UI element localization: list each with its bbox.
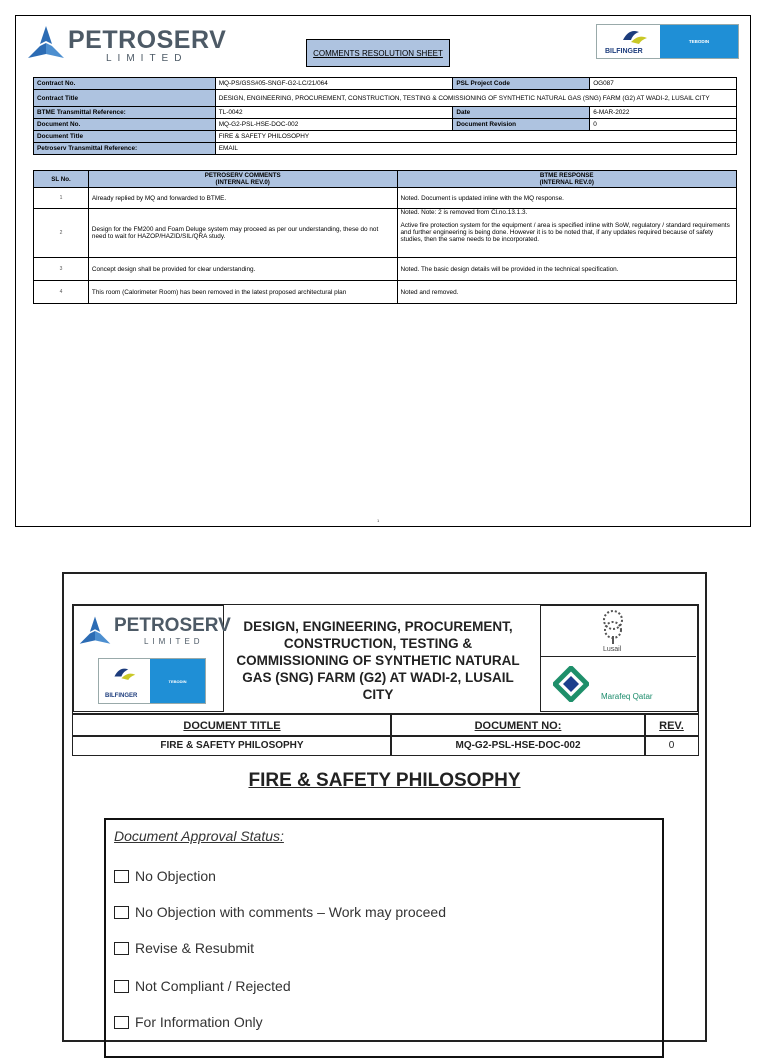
lusail-palm-icon: [601, 610, 625, 646]
table-row: [34, 209, 737, 258]
col-header-petroserv-title: PETROSERV COMMENTS: [204, 172, 281, 179]
comment-cell: Already replied by MQ and forwarded to BTME.: [88, 188, 397, 209]
info-label: Document Title: [34, 131, 216, 143]
info-label: Document Revision: [453, 119, 590, 131]
bilfinger-mark-icon: [619, 28, 649, 44]
approval-status-title: Document Approval Status:: [114, 828, 284, 844]
info-value: FIRE & SAFETY PHILOSOPHY: [215, 131, 736, 143]
info-label: PSL Project Code: [453, 78, 590, 90]
doc-no-value: MQ-G2-PSL-HSE-DOC-002: [390, 735, 646, 756]
comment-cell: Design for the FM200 and Foam Deluge system may proceed as per our understanding, these do not need to wait for HAZOP/HAZID/SIL/QRA study.: [88, 209, 397, 258]
rev-label-cell: [644, 714, 699, 737]
rev-label: REV.: [659, 719, 684, 732]
doc-title-value: FIRE & SAFETY PHILOSOPHY: [72, 735, 392, 756]
tebodin-badge: [150, 659, 205, 703]
doc-no-label: DOCUMENT NO:: [474, 719, 562, 732]
checkbox[interactable]: [114, 906, 129, 919]
info-value: EMAIL: [215, 143, 736, 155]
approval-option-information-only[interactable]: [114, 1014, 263, 1030]
option-label: Not Compliant / Rejected: [135, 978, 291, 994]
lusail-wordmark: Lusail: [603, 646, 622, 653]
option-label: No Objection: [135, 868, 216, 884]
sl-cell: 1: [34, 188, 89, 209]
petroserv-subtitle: LIMITED: [144, 637, 204, 646]
bilfinger-mark-icon: [111, 665, 137, 681]
checkbox[interactable]: [114, 942, 129, 955]
checkbox[interactable]: [114, 870, 129, 883]
info-row: [34, 78, 737, 90]
info-label: BTME Transmittal Reference:: [34, 107, 216, 119]
doc-title-label: DOCUMENT TITLE: [183, 719, 281, 732]
col-header-btme: [397, 171, 737, 188]
col-header-btme-title: BTME RESPONSE: [539, 172, 594, 179]
sheet-title-text: COMMENTS RESOLUTION SHEET: [313, 48, 443, 58]
response-cell: Noted and removed.: [397, 281, 737, 304]
col-header-btme-sub: (INTERNAL REV.0): [539, 179, 594, 186]
response-cell: Noted. The basic design details will be provided in the technical specification.: [397, 258, 737, 281]
info-value: 6-MAR-2022: [590, 107, 737, 119]
bilfinger-logo: [98, 658, 206, 704]
response-line: Active fire protection system for the equipment / area is specified inline with SoW, regulatory / standard requirements and further engineering is being done. However it is to be noted that, if any updates required because of safety studies, then the same needs to be incorporated.: [400, 222, 730, 243]
tebodin-text: TEBODIN: [168, 678, 187, 684]
petroserv-wordmark: PETROSERV: [68, 26, 227, 54]
info-value: MQ-G2-PSL-HSE-DOC-002: [215, 119, 453, 131]
response-line: Noted. Note: 2 is removed from Cl.no.13.1.3.: [400, 209, 528, 216]
info-label: Document No.: [34, 119, 216, 131]
petroserv-logo-icon: [26, 24, 66, 62]
col-header-petroserv-sub: (INTERNAL REV.0): [215, 179, 270, 186]
contract-info-table: [33, 77, 737, 155]
info-value: OG087: [590, 78, 737, 90]
client-logo-cell: [540, 605, 698, 712]
doc-title-label-cell: [72, 714, 392, 737]
approval-status-box: [104, 818, 664, 1058]
table-row: [34, 188, 737, 209]
rev-value: 0: [644, 735, 699, 756]
marafeq-logo: [541, 658, 696, 710]
checkbox[interactable]: [114, 1016, 129, 1029]
approval-option-no-objection-comments[interactable]: [114, 904, 446, 920]
info-row: [34, 119, 737, 131]
info-row: [34, 107, 737, 119]
sl-cell: 2: [34, 209, 89, 258]
petroserv-logo-icon: [78, 614, 112, 648]
info-label: Contract No.: [34, 78, 216, 90]
comments-header-row: [34, 171, 737, 188]
approval-option-revise-resubmit[interactable]: [114, 940, 254, 956]
bilfinger-logo: [596, 24, 739, 59]
document-info-grid: [72, 714, 699, 758]
project-title: DESIGN, ENGINEERING, PROCUREMENT, CONSTRUCTION, TESTING & COMMISSIONING OF SYNTHETIC NATURAL GAS (SNG) FARM (G2) AT WADI-2, LUSAIL CITY: [236, 618, 520, 702]
table-row: [34, 258, 737, 281]
info-value: MQ-PS/GSS#05-SNGF-G2-LC/21/064: [215, 78, 453, 90]
info-value: TL-0042: [215, 107, 453, 119]
petroserv-logo: [26, 24, 227, 66]
info-row: [34, 131, 737, 143]
checkbox[interactable]: [114, 980, 129, 993]
info-label: Petroserv Transmittal Reference:: [34, 143, 216, 155]
info-label: Date: [453, 107, 590, 119]
document-cover-page: [62, 572, 707, 1042]
lusail-logo: [541, 606, 696, 657]
petroserv-wordmark: PETROSERV: [114, 615, 231, 636]
approval-option-not-compliant[interactable]: [114, 978, 291, 994]
comment-cell: Concept design shall be provided for clear understanding.: [88, 258, 397, 281]
tebodin-text: TEBODIN: [688, 39, 710, 44]
option-label: Revise & Resubmit: [135, 940, 255, 956]
info-row: [34, 90, 737, 107]
approval-option-no-objection[interactable]: [114, 868, 216, 884]
doc-no-label-cell: [390, 714, 646, 737]
tebodin-badge: [660, 25, 738, 58]
petroserv-logo: [78, 612, 231, 652]
info-value: 0: [590, 119, 737, 131]
sl-cell: 3: [34, 258, 89, 281]
col-header-petroserv: [88, 171, 397, 188]
page-number: 1: [377, 518, 380, 523]
bilfinger-wordmark: BILFINGER: [605, 48, 643, 55]
response-cell: [397, 209, 737, 258]
info-label: Contract Title: [34, 90, 216, 107]
option-label: No Objection with comments – Work may proceed: [135, 904, 446, 920]
info-row: [34, 143, 737, 155]
table-row: [34, 281, 737, 304]
cover-logo-cell: [73, 605, 231, 712]
sl-cell: 4: [34, 281, 89, 304]
option-label: For Information Only: [135, 1014, 263, 1030]
comments-resolution-sheet: [15, 15, 751, 527]
marafeq-wordmark: Marafeq Qatar: [601, 692, 653, 701]
cover-main-title: FIRE & SAFETY PHILOSOPHY: [248, 770, 521, 791]
info-value: DESIGN, ENGINEERING, PROCUREMENT, CONSTRUCTION, TESTING & COMISSIONING OF SYNTHETIC NATURAL GAS (SNG) FARM (G2) AT WADI-2, LUSAIL CITY: [215, 90, 736, 107]
col-header-sl: SL No.: [34, 171, 89, 188]
comments-table: [33, 170, 737, 304]
comment-cell: This room (Calorimeter Room) has been removed in the latest proposed architectural plan: [88, 281, 397, 304]
response-cell: Noted. Document is updated inline with the MQ response.: [397, 188, 737, 209]
bilfinger-wordmark: BILFINGER: [105, 693, 138, 699]
sheet-title: [306, 39, 450, 67]
petroserv-subtitle: LIMITED: [106, 53, 188, 64]
marafeq-diamond-icon: [553, 666, 589, 702]
